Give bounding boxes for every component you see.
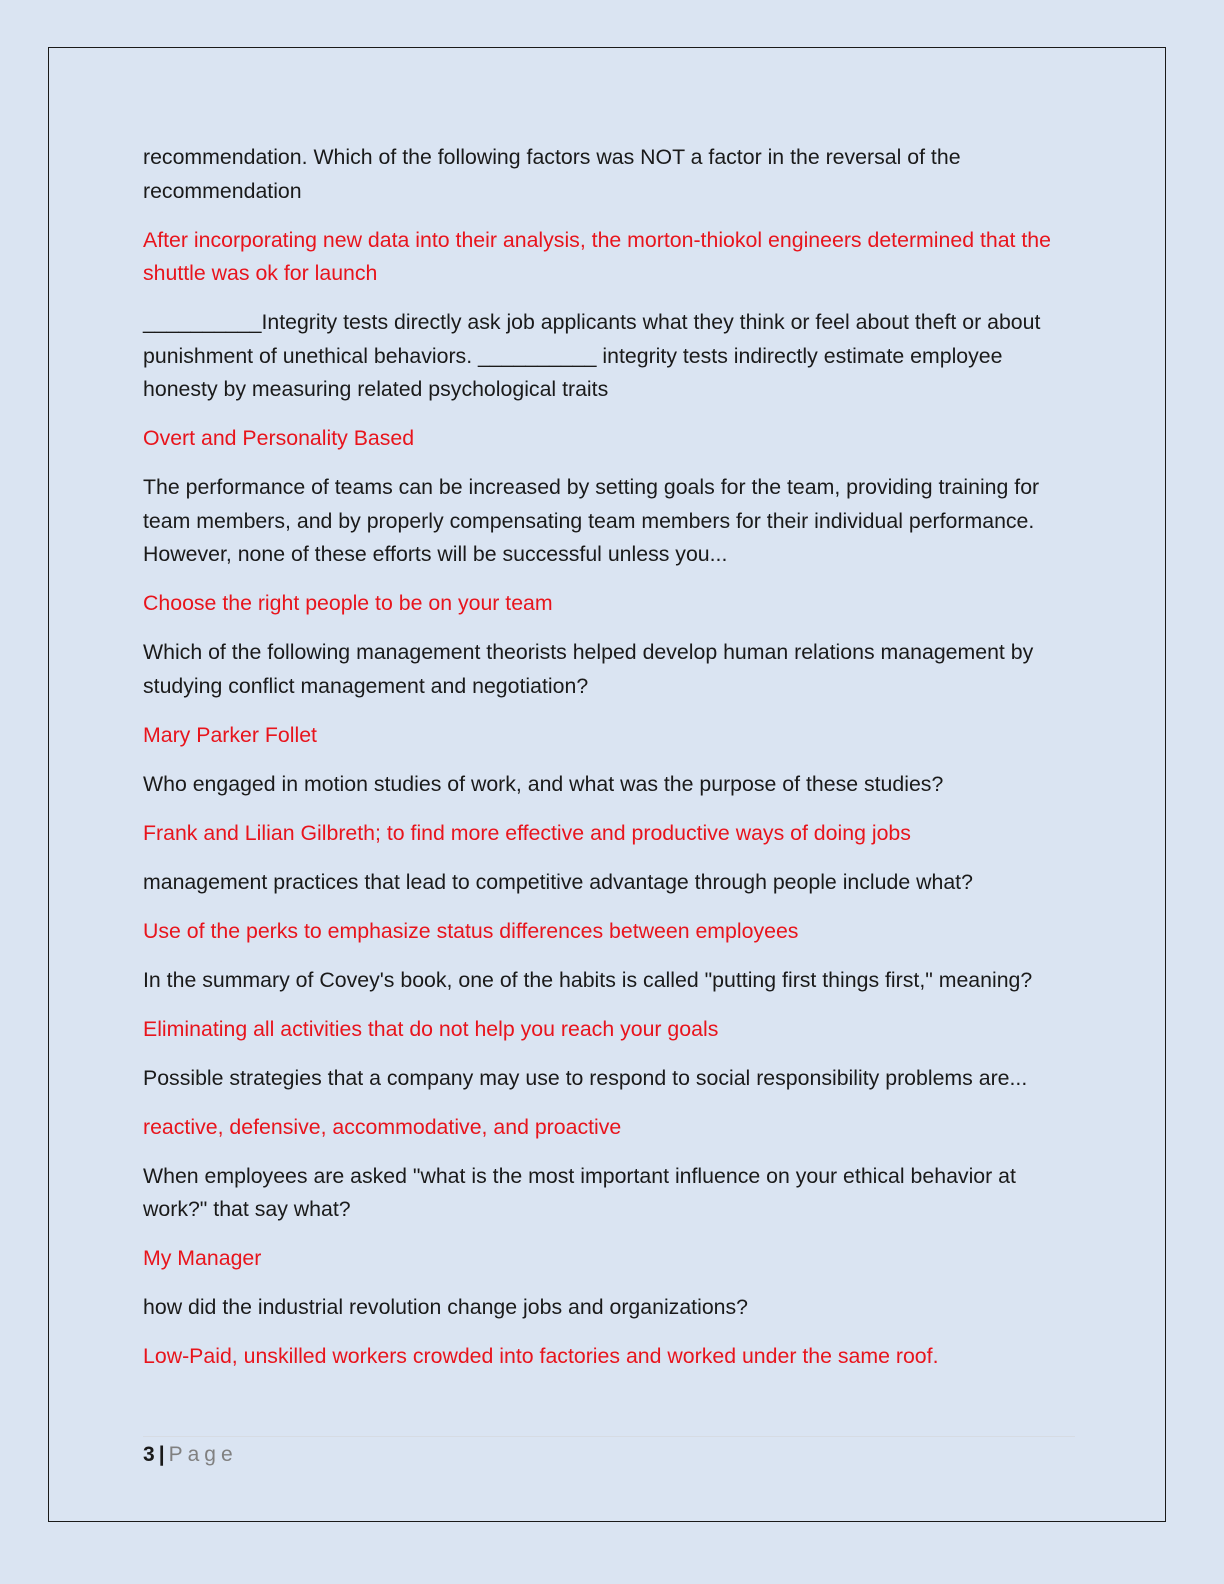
page-number: 3: [143, 1443, 155, 1466]
document-body: [143, 141, 1078, 1389]
answer-text: Eliminating all activities that do not help you reach your goals: [143, 1016, 719, 1041]
question-text: recommendation. Which of the following factors was NOT a factor in the reversal of the recommendation: [143, 145, 961, 203]
question-text: __________Integrity tests directly ask job applicants what they think or feel about theft or about punishment of unethical behaviors. __________ integrity tests indirectly estimate employee honesty by measuring related psychological traits: [143, 310, 1041, 401]
answer-text: Frank and Lilian Gilbreth; to find more effective and productive ways of doing jobs: [143, 820, 911, 845]
question-text: Which of the following management theorists helped develop human relations management by studying conflict management and negotiation?: [143, 640, 1034, 698]
question-text: In the summary of Covey's book, one of the habits is called "putting first things first," meaning?: [143, 967, 1033, 992]
answer-text: Mary Parker Follet: [143, 722, 317, 747]
page-label: Page: [168, 1443, 238, 1466]
question-text: how did the industrial revolution change jobs and organizations?: [143, 1295, 748, 1319]
question-text: Possible strategies that a company may use to respond to social responsibility problems are...: [143, 1065, 1028, 1090]
answer-text: reactive, defensive, accommodative, and proactive: [143, 1114, 622, 1139]
question-text: When employees are asked "what is the most important influence on your ethical behavior at work?" that say what?: [143, 1163, 1016, 1221]
answer-text: Choose the right people to be on your team: [143, 591, 553, 615]
question-text: Who engaged in motion studies of work, and what was the purpose of these studies?: [143, 771, 944, 796]
footer-separator: |: [158, 1443, 165, 1466]
page-footer: [143, 1436, 1075, 1469]
question-text: management practices that lead to competitive advantage through people include what?: [143, 869, 973, 894]
answer-text: Low-Paid, unskilled workers crowded into factories and worked under the same roof.: [143, 1344, 939, 1368]
answer-text: My Manager: [143, 1246, 262, 1270]
answer-text: After incorporating new data into their analysis, the morton-thiokol engineers determined that the shuttle was ok for launch: [143, 227, 1051, 285]
question-text: The performance of teams can be increased by setting goals for the team, providing training for team members, and by properly compensating team members for their individual performance. However, none of these efforts will be successful unless you...: [143, 475, 1040, 566]
answer-text: Overt and Personality Based: [143, 426, 415, 450]
answer-text: Use of the perks to emphasize status differences between employees: [143, 918, 799, 943]
